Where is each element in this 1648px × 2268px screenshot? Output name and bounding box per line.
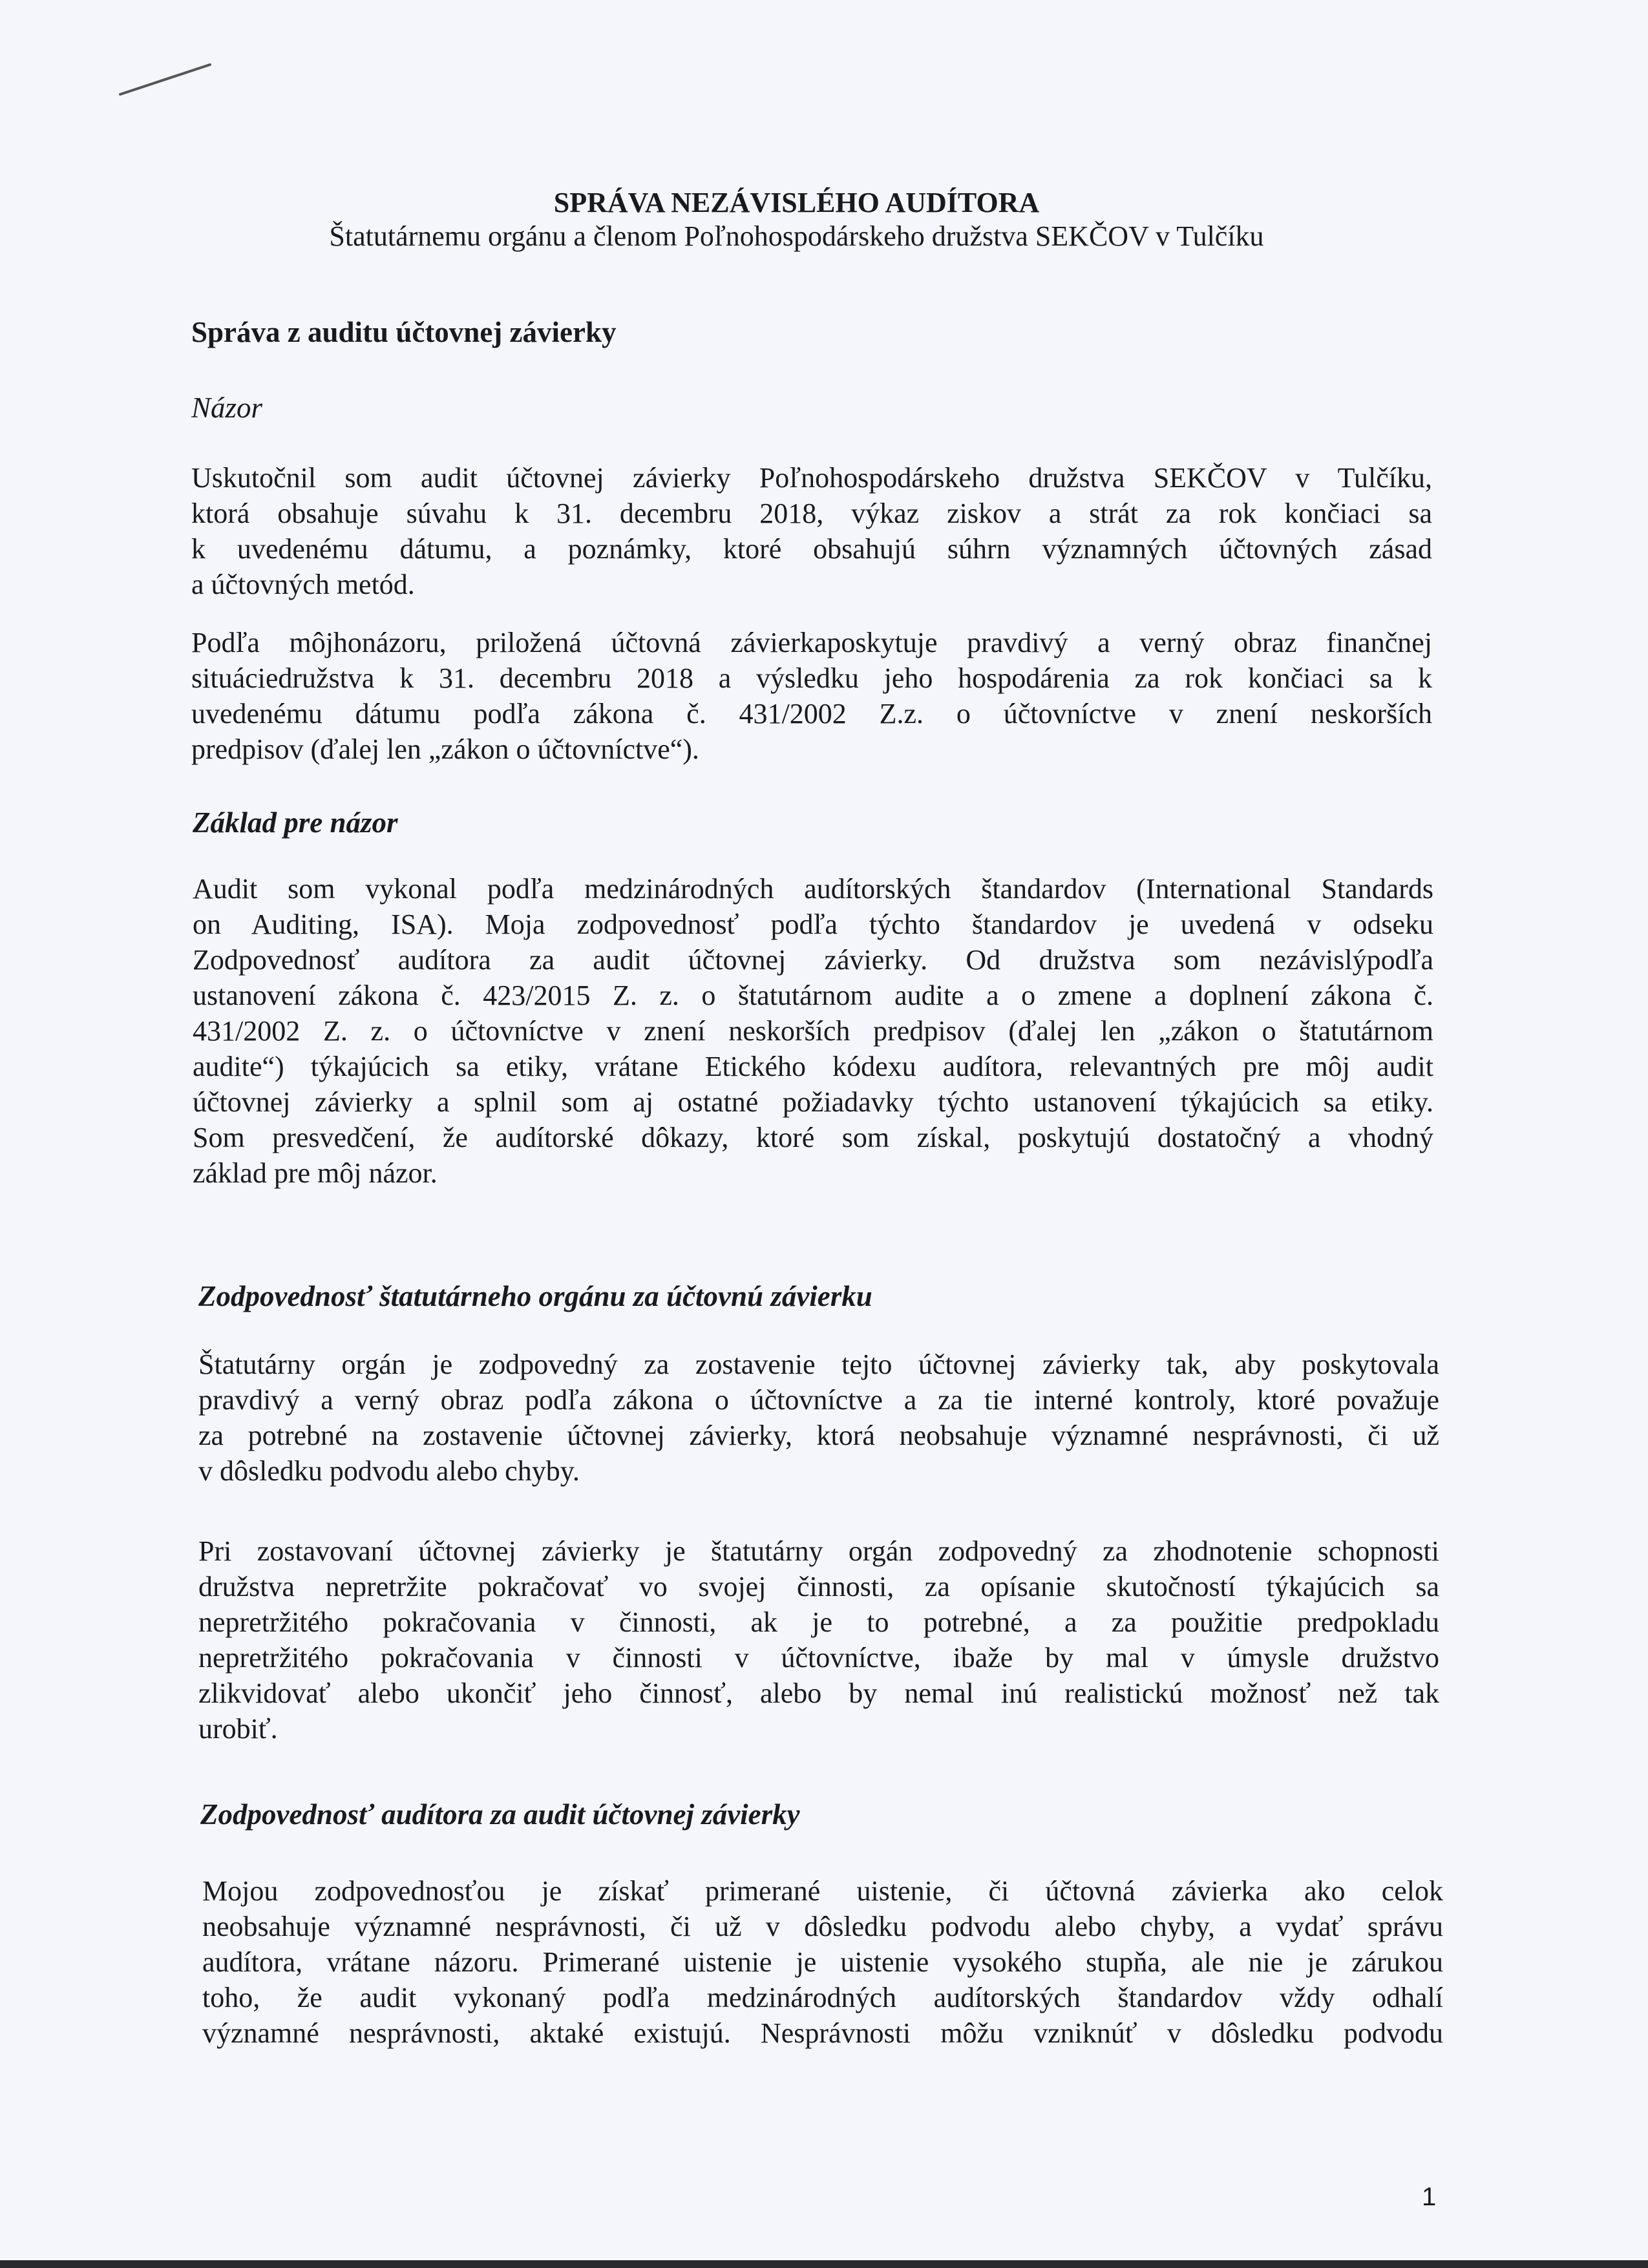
paragraph: [202, 1873, 1443, 2051]
subsection-heading: Základ pre názor: [193, 806, 398, 839]
text-line: ustanovení zákona č. 423/2015 Z. z. o štatutárnom audite a o zmene a doplnení zákona č.: [193, 980, 1433, 1011]
text-line: on Auditing, ISA). Moja zodpovednosť podľa týchto štandardov je uvedená v odseku: [193, 908, 1433, 940]
paragraph: [198, 1533, 1439, 1747]
text-line: Pri zostavovaní účtovnej závierky je štatutárny orgán zodpovedný za zhodnotenie schopnosti: [198, 1535, 1439, 1567]
document-subtitle: Štatutárnemu orgánu a členom Poľnohospodárskeho družstva SEKČOV v Tulčíku: [329, 220, 1264, 252]
text-line: predpisov (ďalej len „zákon o účtovníctve“).: [191, 733, 699, 765]
text-line: toho, že audit vykonaný podľa medzinárodných audítorských štandardov vždy odhalí: [202, 1982, 1443, 2013]
subsection-heading: Názor: [191, 392, 263, 424]
text-line: urobiť.: [198, 1713, 278, 1745]
text-line: Uskutočnil som audit účtovnej závierky Poľnohospodárskeho družstva SEKČOV v Tulčíku,: [191, 462, 1432, 494]
text-line: v dôsledku podvodu alebo chyby.: [198, 1455, 580, 1487]
text-line: Zodpovednosť audítora za audit účtovnej závierky. Od družstva som nezávislýpodľa: [193, 944, 1433, 976]
pen-mark: [0, 0, 259, 129]
subsection-heading: Zodpovednosť audítora za audit účtovnej závierky: [200, 1798, 800, 1831]
text-line: účtovnej závierky a splnil som aj ostatné požiadavky týchto ustanovení týkajúcich sa etiky.: [193, 1086, 1433, 1118]
text-line: 431/2002 Z. z. o účtovníctve v znení neskorších predpisov (ďalej len „zákon o štatutárnom: [193, 1015, 1433, 1047]
text-line: Podľa môjhonázoru, priložená účtovná závierkaposkytuje pravdivý a verný obraz finančnej: [191, 627, 1432, 658]
paragraph: [191, 460, 1432, 602]
document-title: SPRÁVA NEZÁVISLÉHO AUDÍTORA: [553, 187, 1040, 218]
text-line: Audit som vykonal podľa medzinárodných audítorských štandardov (International Standards: [193, 873, 1433, 905]
text-line: zlikvidovať alebo ukončiť jeho činnosť, alebo by nemal inú realistickú možnosť než tak: [198, 1677, 1439, 1709]
paragraph: [191, 625, 1432, 767]
text-line: ktorá obsahuje súvahu k 31. decembru 2018, výkaz ziskov a strát za rok končiaci sa: [191, 498, 1432, 529]
text-line: za potrebné na zostavenie účtovnej závierky, ktorá neobsahuje významné nesprávnosti, či už: [198, 1420, 1439, 1451]
paragraph: [193, 871, 1433, 1191]
section-heading: Správa z auditu účtovnej závierky: [191, 316, 617, 348]
page-number: 1: [1422, 2183, 1437, 2211]
text-line: Som presvedčení, že audítorské dôkazy, ktoré som získal, poskytujú dostatočný a vhodný: [193, 1122, 1433, 1153]
text-line: nepretržitého pokračovania v činnosti, ak je to potrebné, a za použitie predpokladu: [198, 1606, 1439, 1638]
paragraph: [198, 1347, 1439, 1489]
text-line: k uvedenému dátumu, a poznámky, ktoré obsahujú súhrn významných účtovných zásad: [191, 533, 1432, 565]
text-line: Štatutárny orgán je zodpovedný za zostavenie tejto účtovnej závierky tak, aby poskytovala: [198, 1349, 1439, 1380]
text-line: družstva nepretržite pokračovať vo svojej činnosti, za opísanie skutočností týkajúcich sa: [198, 1571, 1439, 1602]
text-line: audite“) týkajúcich sa etiky, vrátane Etického kódexu audítora, relevantných pre môj audit: [193, 1051, 1433, 1082]
text-line: významné nesprávnosti, aktaké existujú. Nesprávnosti môžu vzniknúť v dôsledku podvodu: [202, 2017, 1443, 2049]
text-line: uvedenému dátumu podľa zákona č. 431/2002 Z.z. o účtovníctve v znení neskorších: [191, 698, 1432, 730]
text-line: Mojou zodpovednosťou je získať primerané uistenie, či účtovná závierka ako celok: [202, 1875, 1443, 1907]
text-line: pravdivý a verný obraz podľa zákona o účtovníctve a za tie interné kontroly, ktoré považuje: [198, 1384, 1439, 1416]
subsection-heading: Zodpovednosť štatutárneho orgánu za účtovnú závierku: [198, 1280, 872, 1312]
text-line: základ pre môj názor.: [193, 1157, 438, 1189]
text-line: audítora, vrátane názoru. Primerané uistenie je uistenie vysokého stupňa, ale nie je zárukou: [202, 1946, 1443, 1978]
text-line: situáciedružstva k 31. decembru 2018 a výsledku jeho hospodárenia za rok končiaci sa k: [191, 662, 1432, 694]
scan-edge: [0, 2260, 1648, 2268]
text-line: a účtovných metód.: [191, 569, 415, 600]
text-line: nepretržitého pokračovania v činnosti v účtovníctve, ibaže by mal v úmysle družstvo: [198, 1642, 1439, 1674]
text-line: neobsahuje významné nesprávnosti, či už v dôsledku podvodu alebo chyby, a vydať správu: [202, 1911, 1443, 1942]
